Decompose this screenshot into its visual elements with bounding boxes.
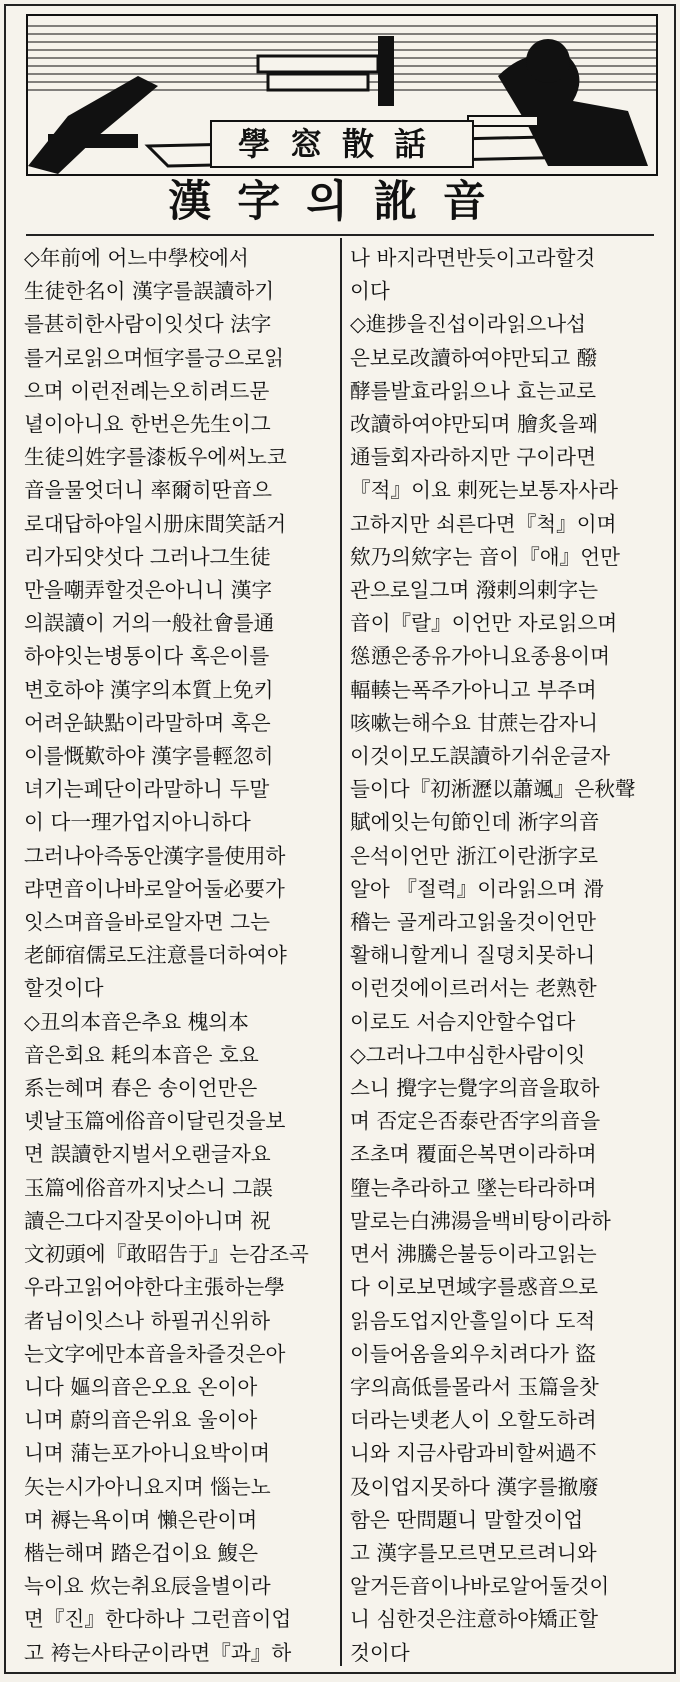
text-line: 녯날玉篇에俗音이달린것을보 — [24, 1109, 286, 1134]
text-line: 어려운缺點이라말하며 혹은 — [24, 710, 271, 735]
text-line: 리가되얏섯다 그러나그生徒 — [24, 544, 271, 569]
text-line: 더라는녯老人이 오할도하려 — [350, 1408, 597, 1433]
text-line: 것이다 — [350, 1640, 410, 1662]
text-line: 生徒한名이 漢字를誤讀하기 — [24, 279, 275, 304]
text-line: 는文字에만本音을차즐것은아 — [24, 1341, 286, 1366]
text-line: 할것이다 — [24, 976, 104, 1001]
text-line: 系는혜며 春은 송이언만은 — [24, 1076, 258, 1101]
text-line: 生徒의姓字를漆板우에써노코 — [24, 445, 287, 470]
text-line: 며 否定은否泰란否字의音을 — [350, 1109, 601, 1134]
text-line: 우라고읽어야한다主張하는學 — [24, 1275, 285, 1300]
text-line: 文初頭에『敢昭告于』는감조곡 — [24, 1242, 309, 1267]
text-line: 변호하야 漢字의本質上免키 — [24, 677, 274, 702]
column-name: 學窓散話 — [210, 120, 474, 168]
text-line: 欸乃의欸字는 音이『애』언만 — [350, 544, 621, 569]
text-line: 者님이잇스나 하필귀신위하 — [24, 1308, 270, 1333]
text-line: 고 袴는사타군이라면『과』하 — [24, 1640, 292, 1662]
text-line: 讀은그다지잘못이아니며 祝 — [24, 1208, 271, 1233]
text-line: 니 심한것은注意하야矯正할 — [350, 1607, 599, 1632]
text-line: 音이『랄』이언만 자로읽으며 — [350, 611, 618, 636]
text-line: 조초며 覆面은복면이라하며 — [350, 1142, 597, 1167]
text-line: 면서 沸騰은불등이라고읽는 — [350, 1242, 597, 1267]
text-line: 이를慨歎하야 漢字를輕忽히 — [24, 744, 274, 769]
text-line: 하야잇는병통이다 혹은이를 — [24, 644, 270, 669]
column-divider — [340, 238, 342, 1666]
text-line: 니며 蔚의音은위요 울이아 — [24, 1408, 258, 1433]
text-line: 咳嗽는해수요 甘蔗는감자니 — [350, 710, 599, 735]
text-line: 를거로읽으며恒字를긍으로읽 — [24, 345, 285, 370]
text-line: 은보로改讀하여야만되고 醱 — [350, 345, 598, 370]
text-line: 들이다『初淅瀝以蕭颯』은秋聲 — [350, 777, 636, 802]
text-line: 이것이모도誤讀하기쉬운글자 — [350, 744, 611, 769]
text-line: 녀기는폐단이라말하니 두말 — [24, 777, 270, 802]
text-line: 及이업지못하다 漢字를撤廢 — [350, 1474, 599, 1499]
text-line: 이들어옴을외우치려다가 盜 — [350, 1341, 596, 1366]
text-line: 賦에잇는句節인데 淅字의音 — [350, 810, 600, 835]
text-line: 輻輳는폭주가아니고 부주며 — [350, 677, 597, 702]
text-line: ◇進捗을진섭이라읽으나섭 — [350, 312, 587, 337]
title-rule — [26, 234, 654, 236]
text-line: 이로도 서슴지안할수업다 — [350, 1009, 576, 1034]
text-line: 를甚히한사람이잇섯다 法字 — [24, 312, 272, 337]
text-line: 니다 嫗의音은오요 온이아 — [24, 1374, 258, 1399]
article-title: 漢字의訛音 — [168, 177, 512, 227]
text-line: ◇丑의本音은추요 槐의本 — [24, 1009, 249, 1034]
text-line: 함은 딴問題니 말할것이업 — [350, 1507, 584, 1532]
text-line: 만을嘲弄할것은아니니 漢字 — [24, 578, 273, 603]
text-line: 녈이아니요 한번은先生이그 — [24, 412, 271, 437]
text-line: 나 바지라면반듯이고라할것 — [350, 246, 596, 270]
text-line: 활해니할게니 질뎡치못하니 — [350, 943, 596, 968]
text-line: ◇年前에 어느中學校에서 — [24, 246, 249, 270]
text-line: 改讀하여야만되며 膾炙을꽤 — [350, 412, 599, 437]
text-line: 音은회요 耗의本音은 호요 — [24, 1042, 259, 1067]
text-line: 다 이로보면域字를惑音으로 — [350, 1275, 599, 1300]
text-line: 楷는해며 踏은겁이요 鰒은 — [24, 1540, 259, 1565]
text-line: 늑이요 炊는취요辰을별이라 — [24, 1574, 271, 1599]
newspaper-page — [4, 4, 676, 1674]
text-line: 니며 蒲는포가아니요박이며 — [24, 1441, 270, 1466]
text-line: 으며 이런전례는오히려드문 — [24, 378, 270, 403]
text-line: 의誤讀이 거의一般社會를通 — [24, 611, 275, 636]
text-line: 老師宿儒로도注意를더하여야 — [24, 943, 287, 968]
text-line: 酵를발효라읽으나 효는교로 — [350, 378, 596, 403]
text-line: 알거든音이나바로알어둘것이 — [350, 1574, 610, 1599]
text-line: 며 褥는욕이며 懶은란이며 — [24, 1507, 258, 1532]
text-line: 墮는추라하고 墜는타라하며 — [350, 1175, 597, 1200]
text-line: 니와 지금사람과비할써過不 — [350, 1441, 597, 1466]
text-line: ◇그러나그中심한사람이잇 — [350, 1042, 586, 1067]
text-line: 면 誤讀한지벌서오랜글자요 — [24, 1142, 271, 1167]
text-line: 『적』이요 剌死는보통자사라 — [350, 478, 618, 503]
text-line: 관으로일그며 潑剌의剌字는 — [350, 578, 599, 603]
text-line: 알아 『절력』이라읽으며 滑 — [350, 876, 604, 901]
article-left-column — [24, 242, 330, 1662]
text-line: 稽는 골게라고읽울것이언만 — [350, 910, 596, 935]
text-line: 은석이언만 浙江이란浙字로 — [350, 843, 599, 868]
text-line: 고 漢字를모르면모르려니와 — [350, 1540, 597, 1565]
text-line: 로대답하야일시册床間笑話거 — [24, 511, 287, 536]
text-line: 音을물엇더니 率爾히딴音으 — [24, 478, 273, 503]
text-line: 慫慂은종유가아니요종용이며 — [350, 644, 611, 669]
text-line: 랴면音이나바로알어둘必要가 — [24, 876, 285, 901]
text-line: 읽음도업지안흘일이다 도적 — [350, 1308, 596, 1333]
article-right-column — [350, 242, 656, 1662]
text-line: 字의高低를몰라서 玉篇을찻 — [350, 1374, 599, 1399]
text-line: 玉篇에俗音까지낫스니 그誤 — [24, 1175, 273, 1200]
text-line: 면『진』한다하나 그런音이업 — [24, 1607, 292, 1632]
column-banner — [26, 14, 658, 176]
text-line: 고하지만 쇠른다면『척』이며 — [350, 511, 617, 536]
text-line: 말로는白沸湯을백비탕이라하 — [350, 1208, 611, 1233]
text-line: 矢는시가아니요지며 惱는노 — [24, 1474, 271, 1499]
text-line: 이 다一理가업지아니하다 — [24, 810, 251, 835]
text-line: 잇스며音을바로알자면 그는 — [24, 910, 270, 935]
text-line: 이런것에이르러서는 老熟한 — [350, 976, 597, 1001]
text-line: 通들회자라하지만 구이라면 — [350, 445, 596, 470]
text-line: 이다 — [350, 279, 390, 304]
text-line: 그러나아즉동안漢字를使用하 — [24, 843, 286, 868]
text-line: 스니 攪字는覺字의音을取하 — [350, 1076, 600, 1101]
